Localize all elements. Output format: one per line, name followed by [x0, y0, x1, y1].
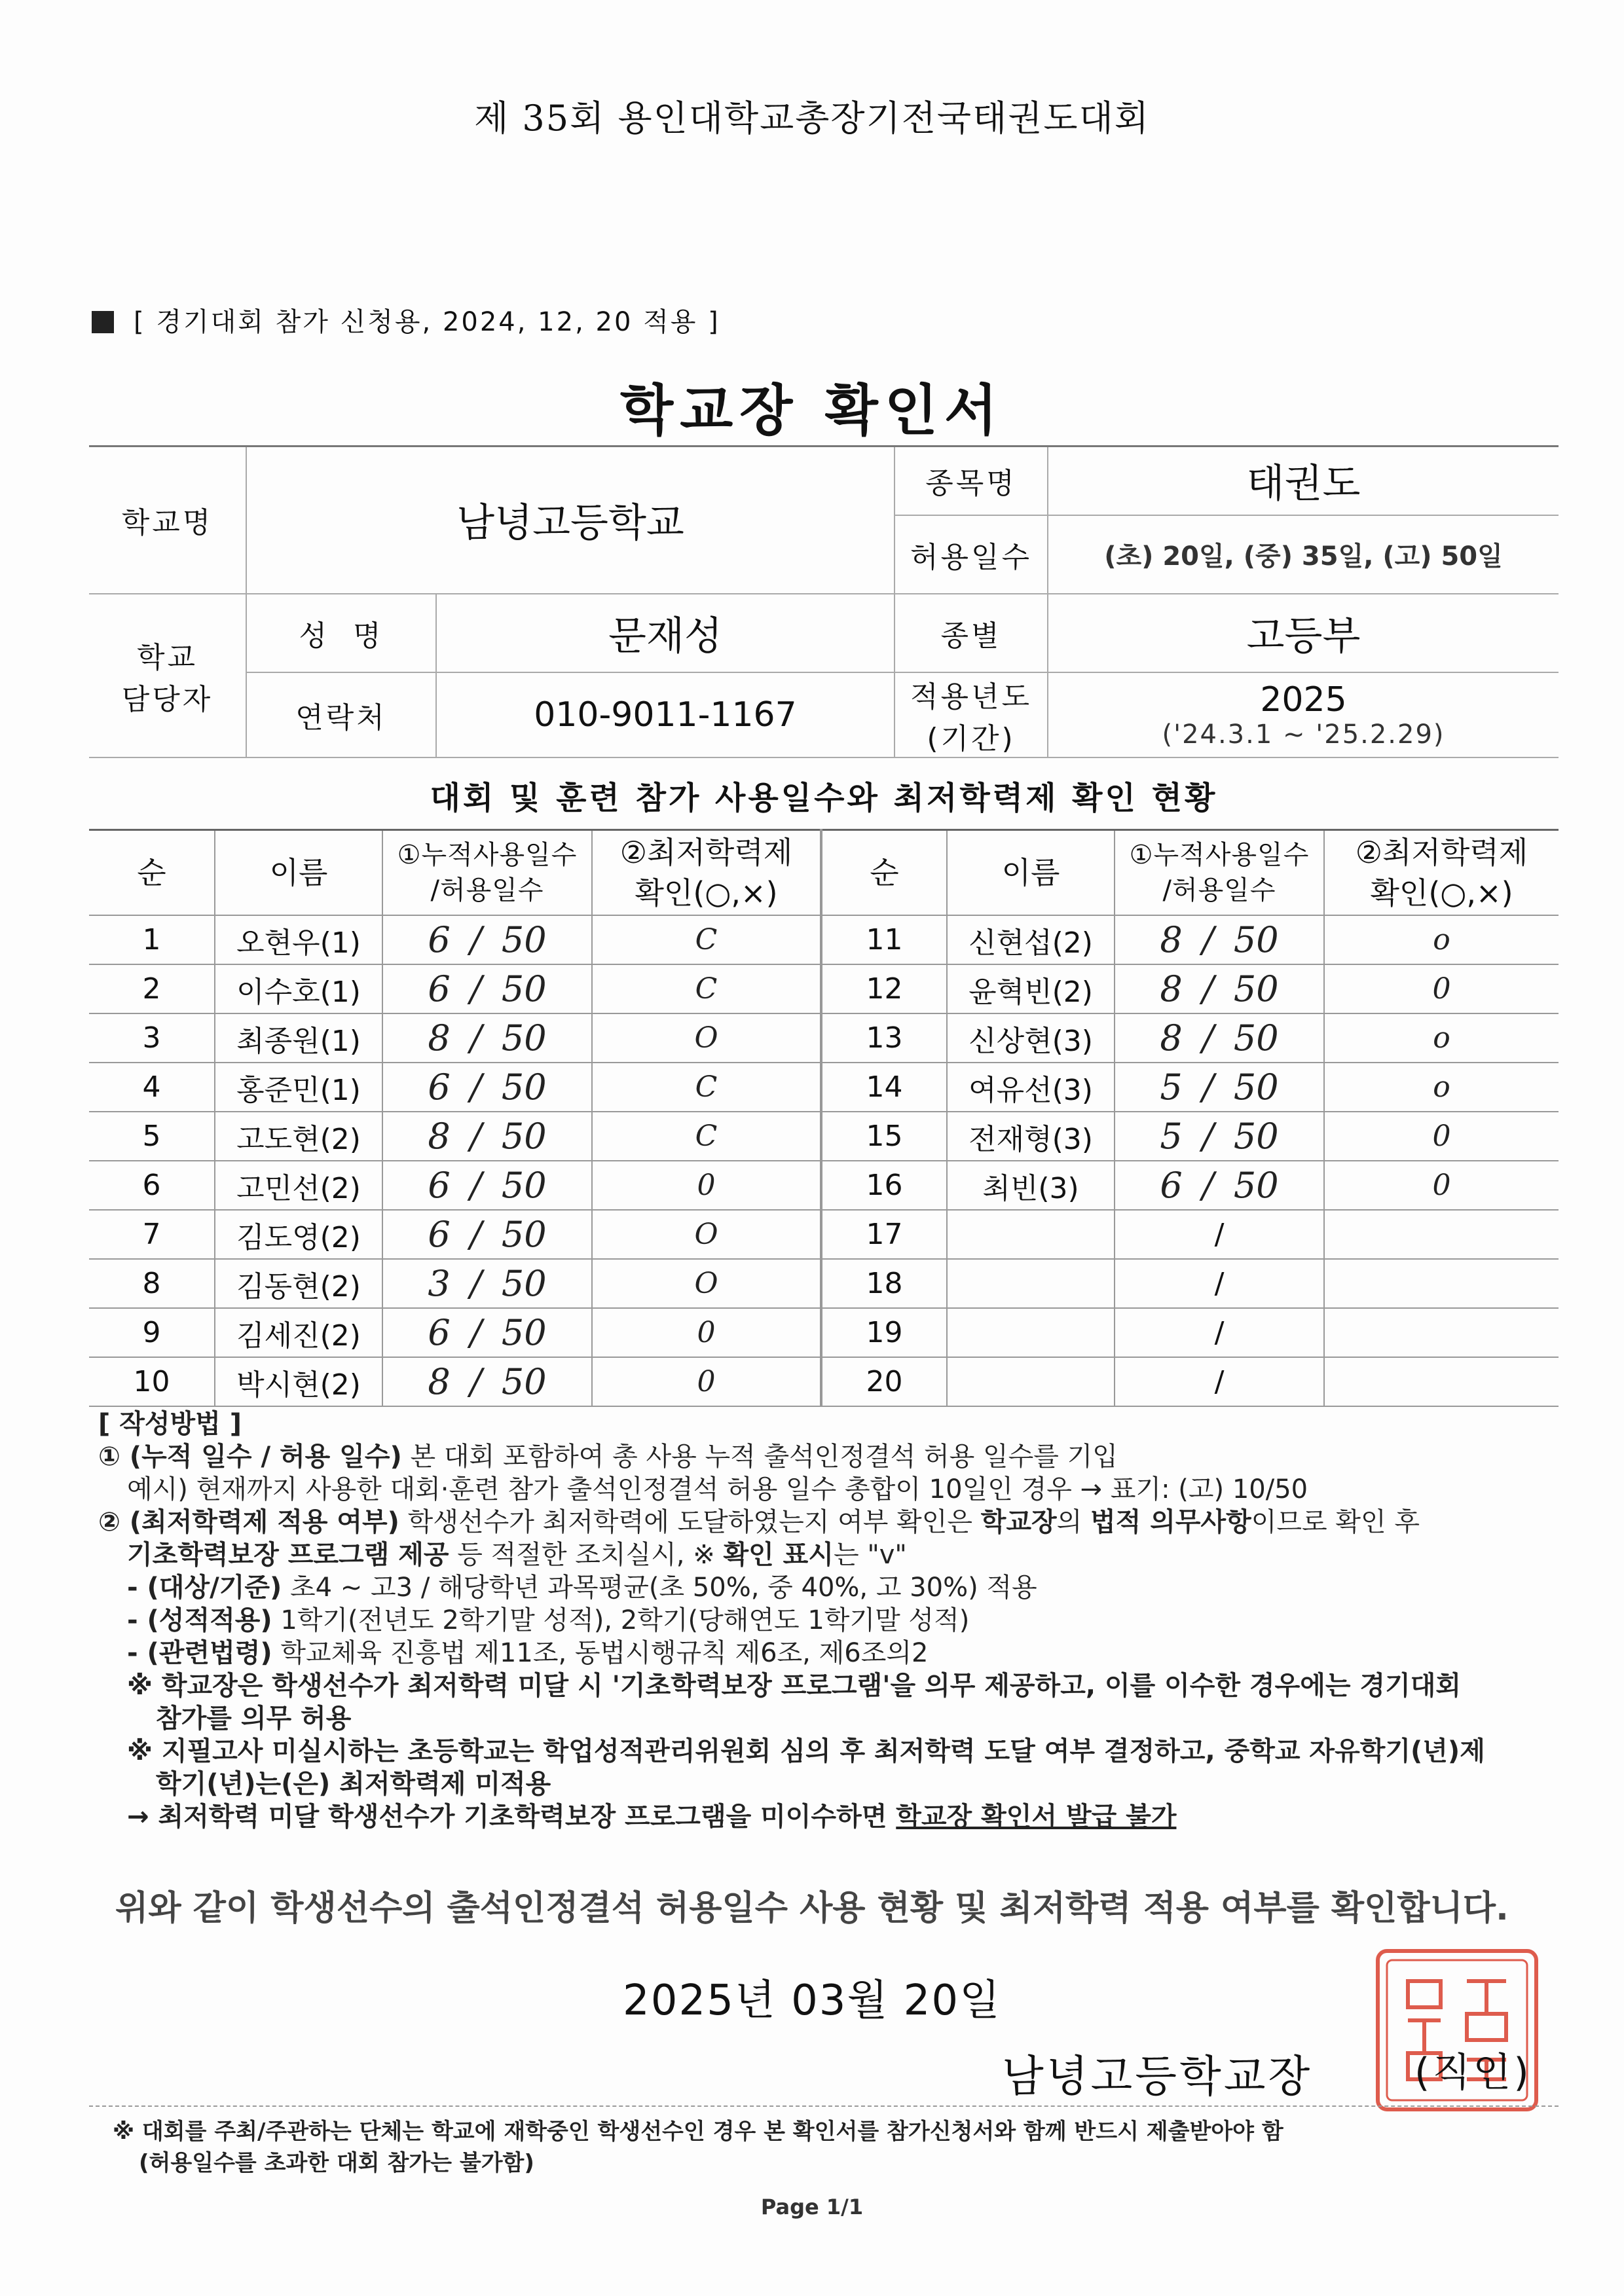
student-name [947, 1259, 1115, 1308]
used-days: 5 [1160, 1066, 1183, 1108]
confirmation-statement: 위와 같이 학생선수의 출석인정결석 허용일수 사용 현황 및 최저학력 적용 여부를 확인합니다. [115, 1889, 1509, 1928]
instruction-line-7-bold: - (관련법령) [127, 1638, 272, 1668]
year-label-line1: 적용년도 [910, 680, 1032, 714]
student-name: 신현섭(2) [947, 915, 1115, 964]
handwritten-days [428, 1361, 546, 1402]
instruction-line-3-bold-b: 학교장 [980, 1507, 1057, 1537]
used-days: 6 [428, 919, 451, 960]
check-mark [1324, 1259, 1559, 1308]
row-number: 15 [821, 1112, 947, 1161]
slash-separator: / [470, 1361, 482, 1402]
instruction-line-3-text-c: 이므로 확인 후 [1251, 1507, 1420, 1537]
student-name: 윤혁빈(2) [947, 964, 1115, 1013]
instruction-line-8: ※ 학교장은 학생선수가 최저학력 미달 시 '기초학력보장 프로그램'을 의무 제공하고, 이를 이수한 경우에는 경기대회 [127, 1671, 1462, 1701]
days-cell [1115, 1308, 1324, 1357]
handwritten-days [1160, 968, 1278, 1010]
table-row [89, 1013, 1559, 1063]
year-value: 2025 [1260, 680, 1347, 720]
slash-separator: / [470, 919, 482, 960]
check-mark: C [592, 964, 821, 1013]
check-mark: O [592, 1013, 821, 1063]
instruction-line-4-text-b: 는 "v" [833, 1540, 907, 1570]
row-number: 11 [821, 915, 947, 964]
allowed-days: 50 [501, 1165, 547, 1206]
table-row [89, 1259, 1559, 1308]
allowed-days: 50 [501, 1263, 547, 1304]
check-mark: O [592, 1210, 821, 1259]
used-days: 8 [1160, 919, 1183, 960]
slash-separator: / [1214, 1365, 1225, 1398]
student-name [947, 1308, 1115, 1357]
check-mark: o [1324, 1063, 1559, 1112]
header-check-line1: ②최저학력제 [619, 834, 793, 870]
header-name: 이름 [215, 830, 382, 916]
days-cell [1115, 915, 1324, 964]
student-name: 김도영(2) [215, 1210, 382, 1259]
days-cell [382, 1161, 592, 1210]
instruction-line-1 [98, 1440, 1539, 1473]
student-name [947, 1357, 1115, 1406]
instruction-line-6-bold: - (성적적용) [127, 1605, 272, 1635]
instructions [98, 1408, 1539, 1833]
contact-label: 연락처 [246, 672, 436, 757]
check-mark: 0 [1324, 1161, 1559, 1210]
check-mark: 0 [592, 1357, 821, 1406]
header-no: 순 [89, 830, 215, 916]
row-number: 7 [89, 1210, 215, 1259]
instruction-line-2: 예시) 현재까지 사용한 대회·훈련 참가 출석인정결석 허용 일수 총합이 10일인 경우 → 표기: (고) 10/50 [127, 1474, 1308, 1504]
header-no-right: 순 [821, 830, 947, 916]
allowed-days: 50 [1233, 1017, 1279, 1059]
manager-label-line2: 담당자 [121, 682, 213, 716]
used-days: 6 [428, 1066, 451, 1108]
section-title: 대회 및 훈련 참가 사용일수와 최저학력제 확인 현황 [430, 780, 1218, 816]
year-cell [1048, 672, 1559, 757]
slash-separator: / [470, 1263, 482, 1304]
handwritten-days [428, 1116, 546, 1157]
slash-separator: / [1202, 1116, 1214, 1157]
student-name [947, 1210, 1115, 1259]
handwritten-days [1160, 919, 1278, 960]
row-number: 17 [821, 1210, 947, 1259]
footnote-divider [89, 2105, 1559, 2107]
year-period: ('24.3.1 ~ '25.2.29) [1162, 719, 1445, 750]
allowed-days: 50 [501, 1116, 547, 1157]
days-cell [1115, 964, 1324, 1013]
instruction-line-12-text: → 최저학력 미달 학생선수가 기초학력보장 프로그램을 미이수하면 [127, 1802, 896, 1832]
used-days: 6 [428, 1165, 451, 1206]
instruction-line-7 [98, 1637, 1539, 1669]
handwritten-days [1160, 1066, 1278, 1108]
instructions-heading: [ 작성방법 ] [98, 1409, 242, 1439]
row-number: 6 [89, 1161, 215, 1210]
division-value: 고등부 [1048, 594, 1559, 672]
used-days: 6 [428, 968, 451, 1010]
square-bullet-icon [92, 311, 114, 333]
table-row [89, 1308, 1559, 1357]
header-days-line2: /허용일수 [430, 875, 544, 905]
header-days-right-line2: /허용일수 [1162, 875, 1276, 905]
header-days [382, 830, 592, 916]
instruction-line-12 [98, 1800, 1539, 1833]
form-tag-text: [ 경기대회 참가 신청용, 2024, 12, 20 적용 ] [134, 307, 720, 337]
instruction-line-3-text-b: 의 [1056, 1507, 1090, 1537]
instruction-line-11: 학기(년)는(은) 최저학력제 미적용 [156, 1769, 551, 1799]
used-days: 8 [428, 1116, 451, 1157]
instruction-line-6 [98, 1604, 1539, 1637]
header-check-line2: 확인(○,×) [635, 875, 778, 911]
row-number: 12 [821, 964, 947, 1013]
handwritten-days [428, 1312, 546, 1353]
instruction-line-6-text: 1학기(전년도 2학기말 성적), 2학기(당해연도 1학기말 성적) [272, 1605, 970, 1635]
student-name: 고민선(2) [215, 1161, 382, 1210]
slash-separator: / [1202, 919, 1214, 960]
footnote-line-2: (허용일수를 초과한 대회 참가는 불가함) [139, 2150, 534, 2176]
student-name: 김세진(2) [215, 1308, 382, 1357]
instruction-line-4-text-a: 등 적절한 조치실시, ※ [449, 1540, 724, 1570]
student-name: 이수호(1) [215, 964, 382, 1013]
days-cell [382, 1357, 592, 1406]
slash-separator: / [470, 1312, 482, 1353]
slash-separator: / [470, 1066, 482, 1108]
handwritten-days [428, 1066, 546, 1108]
slash-separator: / [1202, 1066, 1214, 1108]
slash-separator: / [470, 1017, 482, 1059]
student-name: 여유선(3) [947, 1063, 1115, 1112]
handwritten-days [1160, 1116, 1278, 1157]
student-name: 오현우(1) [215, 915, 382, 964]
row-number: 19 [821, 1308, 947, 1357]
row-number: 18 [821, 1259, 947, 1308]
allowed-days: 50 [1233, 1165, 1279, 1206]
issue-date: 2025년 03월 20일 [623, 1977, 1001, 2025]
row-number: 1 [89, 915, 215, 964]
days-cell [1115, 1013, 1324, 1063]
days-cell [382, 1013, 592, 1063]
instruction-line-5 [98, 1571, 1539, 1604]
handwritten-days [428, 1165, 546, 1206]
name-value: 문재성 [436, 594, 895, 672]
instruction-line-9: 참가를 의무 허용 [156, 1704, 352, 1734]
instruction-line-5-bold: - (대상/기준) [127, 1573, 282, 1603]
handwritten-days [428, 919, 546, 960]
row-number: 9 [89, 1308, 215, 1357]
school-value: 남녕고등학교 [246, 446, 895, 594]
header-check-right-line1: ②최저학력제 [1355, 834, 1528, 870]
row-number: 20 [821, 1357, 947, 1406]
contact-value: 010-9011-1167 [436, 672, 895, 757]
row-number: 10 [89, 1357, 215, 1406]
header-name-right: 이름 [947, 830, 1115, 916]
days-cell [1115, 1210, 1324, 1259]
days-cell [1115, 1112, 1324, 1161]
used-days: 6 [428, 1312, 451, 1353]
table-row [89, 1161, 1559, 1210]
handwritten-days [1160, 1017, 1278, 1059]
student-name: 최빈(3) [947, 1161, 1115, 1210]
table-row [89, 964, 1559, 1013]
allowed-days: 50 [1233, 968, 1279, 1010]
allowed-days: 50 [1233, 919, 1279, 960]
document-title: 학교장 확인서 [619, 378, 1005, 443]
instruction-line-7-text: 학교체육 진흥법 제11조, 동법시행규칙 제6조, 제6조의2 [272, 1638, 929, 1668]
days-cell [1115, 1063, 1324, 1112]
manager-label-line1: 학교 [136, 640, 198, 674]
slash-separator: / [1202, 1017, 1214, 1059]
days-cell [382, 1063, 592, 1112]
instruction-line-10: ※ 지필고사 미실시하는 초등학교는 학업성적관리위원회 심의 후 최저학력 도달 여부 결정하고, 중학교 자유학기(년)제 [127, 1736, 1485, 1766]
check-mark [1324, 1357, 1559, 1406]
slash-separator: / [1214, 1316, 1225, 1349]
allowed-days: 50 [1233, 1066, 1279, 1108]
student-name: 고도현(2) [215, 1112, 382, 1161]
roster-table [89, 829, 1559, 1407]
allowed-days: 50 [501, 1312, 547, 1353]
division-label: 종별 [895, 594, 1048, 672]
check-mark: C [592, 1063, 821, 1112]
days-cell [382, 964, 592, 1013]
footnote-line-1: ※ 대회를 주최/주관하는 단체는 학교에 재학중인 학생선수인 경우 본 확인서를 참가신청서와 함께 반드시 제출받아야 함 [113, 2119, 1283, 2145]
check-mark: C [592, 1112, 821, 1161]
handwritten-days [428, 1263, 546, 1304]
page-number: Page 1/1 [760, 2195, 864, 2219]
table-row [89, 1210, 1559, 1259]
school-label: 학교명 [89, 446, 246, 594]
year-label [895, 672, 1048, 757]
allowed-days-label: 허용일수 [895, 515, 1048, 594]
allowed-days: 50 [1233, 1116, 1279, 1157]
slash-separator: / [1214, 1218, 1225, 1251]
used-days: 8 [1160, 968, 1183, 1010]
days-cell [382, 1112, 592, 1161]
row-number: 5 [89, 1112, 215, 1161]
slash-separator: / [470, 1165, 482, 1206]
slash-separator: / [470, 1214, 482, 1255]
row-number: 13 [821, 1013, 947, 1063]
used-days: 8 [428, 1361, 451, 1402]
instruction-line-1-text: 본 대회 포함하여 총 사용 누적 출석인정결석 허용 일수를 기입 [401, 1442, 1118, 1472]
check-mark: 0 [592, 1161, 821, 1210]
instruction-line-3-bold: ② (최저학력제 적용 여부) [98, 1507, 399, 1537]
instruction-line-4-bold-b: 확인 표시 [723, 1540, 834, 1570]
table-row [89, 915, 1559, 964]
header-check-right [1324, 830, 1559, 916]
check-mark: O [592, 1259, 821, 1308]
header-check [592, 830, 821, 916]
instruction-line-5-text: 초4 ~ 고3 / 해당학년 과목평균(초 50%, 중 40%, 고 30%) 적용 [282, 1573, 1037, 1603]
year-label-line2: (기간) [927, 721, 1016, 756]
check-mark: 0 [1324, 1112, 1559, 1161]
info-table [89, 445, 1559, 758]
days-cell [382, 915, 592, 964]
table-row [89, 1063, 1559, 1112]
days-cell [1115, 1161, 1324, 1210]
instruction-line-1-bold: ① (누적 일수 / 허용 일수) [98, 1442, 402, 1472]
student-name: 김동현(2) [215, 1259, 382, 1308]
handwritten-days [1160, 1165, 1278, 1206]
slash-separator: / [1202, 1165, 1214, 1206]
check-mark: 0 [1324, 964, 1559, 1013]
row-number: 8 [89, 1259, 215, 1308]
header-days-right-line1: ①누적사용일수 [1129, 840, 1310, 870]
days-cell [1115, 1357, 1324, 1406]
allowed-days: 50 [501, 1214, 547, 1255]
row-number: 4 [89, 1063, 215, 1112]
slash-separator: / [1214, 1267, 1225, 1300]
header-days-right [1115, 830, 1324, 916]
days-cell [382, 1210, 592, 1259]
used-days: 5 [1160, 1116, 1183, 1157]
check-mark: C [592, 915, 821, 964]
row-number: 2 [89, 964, 215, 1013]
days-cell [382, 1259, 592, 1308]
principal-title: 남녕고등학교장 [1002, 2051, 1313, 2102]
student-name: 신상현(3) [947, 1013, 1115, 1063]
allowed-days: 50 [501, 968, 547, 1010]
handwritten-days [428, 1214, 546, 1255]
slash-separator: / [1202, 968, 1214, 1010]
used-days: 6 [428, 1214, 451, 1255]
row-number: 16 [821, 1161, 947, 1210]
allowed-days: 50 [501, 1017, 547, 1059]
check-mark: o [1324, 915, 1559, 964]
form-tag [92, 301, 720, 338]
sport-label: 종목명 [895, 446, 1048, 515]
check-mark [1324, 1210, 1559, 1259]
instruction-line-4-bold: 기초학력보장 프로그램 제공 [127, 1540, 449, 1570]
row-number: 3 [89, 1013, 215, 1063]
check-mark [1324, 1308, 1559, 1357]
instruction-line-3-text-a: 학생선수가 최저학력에 도달하였는지 여부 확인은 [399, 1507, 981, 1537]
row-number: 14 [821, 1063, 947, 1112]
sport-value: 태권도 [1048, 446, 1559, 515]
header-check-right-line2: 확인(○,×) [1370, 875, 1513, 911]
event-title: 제 35회 용인대학교총장기전국태권도대회 [474, 98, 1150, 139]
used-days: 3 [428, 1263, 451, 1304]
instruction-line-3 [98, 1506, 1539, 1539]
used-days: 8 [428, 1017, 451, 1059]
allowed-days: 50 [501, 919, 547, 960]
student-name: 최종원(1) [215, 1013, 382, 1063]
slash-separator: / [470, 1116, 482, 1157]
days-cell [382, 1308, 592, 1357]
table-row [89, 1357, 1559, 1406]
student-name: 전재형(3) [947, 1112, 1115, 1161]
allowed-days: 50 [501, 1361, 547, 1402]
handwritten-days [428, 1017, 546, 1059]
slash-separator: / [470, 968, 482, 1010]
table-row [89, 1112, 1559, 1161]
header-days-line1: ①누적사용일수 [397, 840, 578, 870]
days-cell [1115, 1259, 1324, 1308]
check-mark: 0 [592, 1308, 821, 1357]
check-mark: o [1324, 1013, 1559, 1063]
instruction-line-12-underlined: 학교장 확인서 발급 불가 [896, 1802, 1177, 1832]
instruction-line-4 [98, 1539, 1539, 1571]
instruction-line-3-bold-c: 법적 의무사항 [1090, 1507, 1251, 1537]
allowed-days: 50 [501, 1066, 547, 1108]
footnote [113, 2116, 1540, 2179]
used-days: 6 [1160, 1165, 1183, 1206]
seal-label: (직인) [1414, 2050, 1532, 2096]
manager-label [89, 594, 246, 757]
student-name: 박시현(2) [215, 1357, 382, 1406]
name-label: 성 명 [246, 594, 436, 672]
student-name: 홍준민(1) [215, 1063, 382, 1112]
used-days: 8 [1160, 1017, 1183, 1059]
handwritten-days [428, 968, 546, 1010]
allowed-days-value: (초) 20일, (중) 35일, (고) 50일 [1048, 515, 1559, 594]
